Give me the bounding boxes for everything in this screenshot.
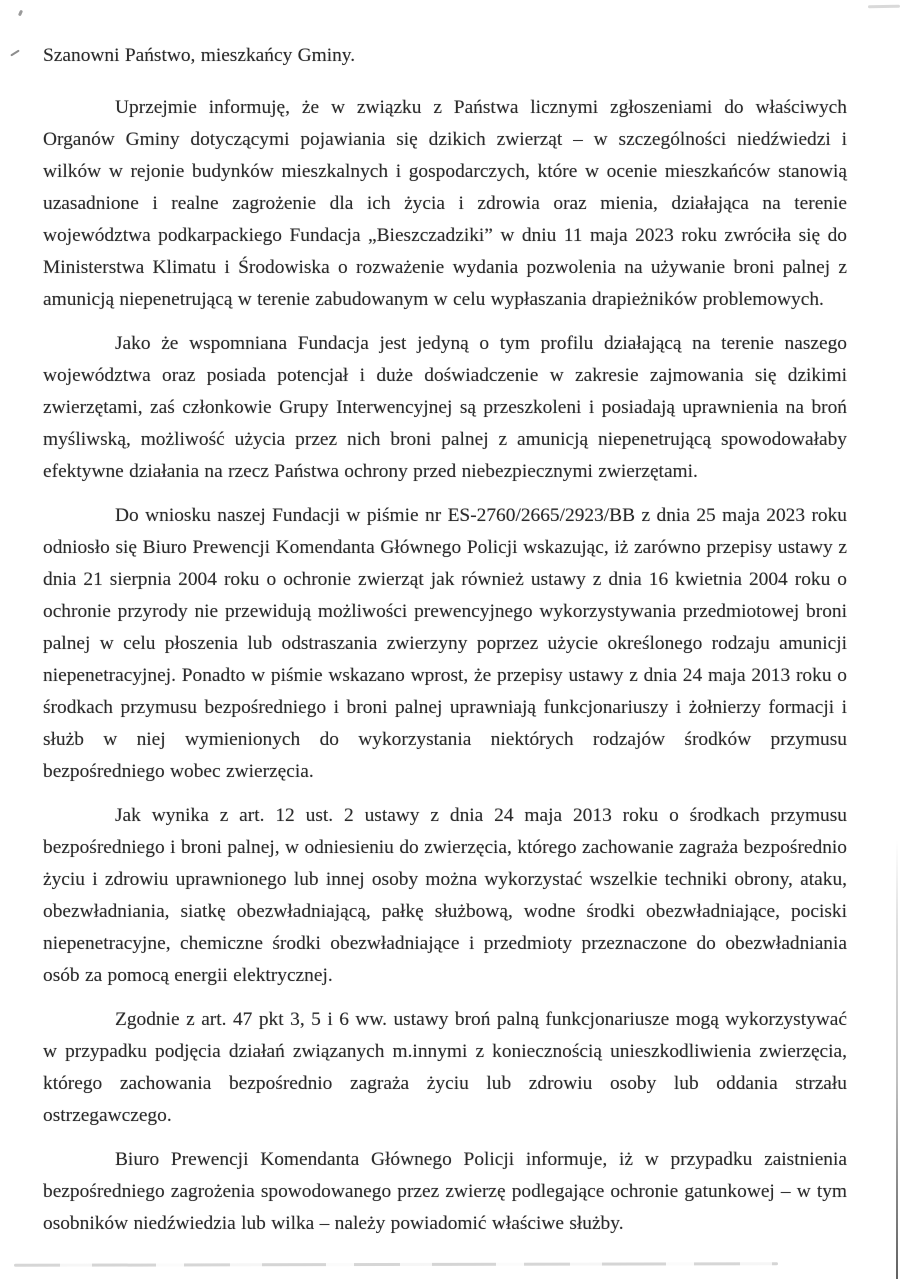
scan-speck-icon: [18, 10, 23, 17]
scan-smudge-icon: [868, 5, 900, 9]
letter-paragraph-2: Jako że wspomniana Fundacja jest jedyną o tym profilu działającą na terenie naszego województwa oraz posiada potencjał i duże doświadczenie w zakresie zajmowania się dzikimi zwierzętami, zaś członkowie Grupy Interwencyjnej są przeszkoleni i posiadają uprawnienia na broń myśliwską, możliwość użycia przez nich broni palnej z amunicją niepenetrującą spowodowałaby efektywne działania na rzecz Państwa ochrony przed niebezpiecznymi zwierzętami.: [43, 333, 847, 482]
letter-paragraph-3: Do wniosku naszej Fundacji w piśmie nr ES-2760/2665/2923/BB z dnia 25 maja 2023 roku odniosło się Biuro Prewencji Komendanta Głównego Policji wskazując, iż zarówno przepisy ustawy z dnia 21 sierpnia 2004 roku o ochronie zwierząt jak również ustawy z dnia 16 kwietnia 2004 roku o ochronie przyrody nie przewidują możliwości prewencyjnego wykorzystywania przedmiotowej broni palnej w celu płoszenia lub odstraszania zwierzyny poprzez użycie określonego rodzaju amunicji niepenetracyjnej. Ponadto w piśmie wskazano wprost, że przepisy ustawy z dnia 24 maja 2013 roku o środkach przymusu bezpośredniego i broni palnej uprawniają funkcjonariuszy i żołnierzy formacji i służb w niej wymienionych do wykorzystania niektórych rodzajów środków przymusu bezpośredniego wobec zwierzęcia.: [43, 505, 847, 782]
scan-speck-icon: [10, 50, 20, 57]
letter-body: [43, 40, 847, 1252]
salutation: Szanowni Państwo, mieszkańcy Gminy.: [43, 45, 356, 66]
letter-paragraph-5: Zgodnie z art. 47 pkt 3, 5 i 6 ww. ustawy broń palną funkcjonariusze mogą wykorzystywać w przypadku podjęcia działań związanych m.innymi z koniecznością unieszkodliwienia zwierzęcia, którego zachowania bezpośrednio zagraża życiu lub zdrowiu osoby lub oddania strzału ostrzegawczego.: [43, 1009, 847, 1126]
scan-edge-line: [896, 840, 898, 1279]
letter-paragraph-4: Jak wynika z art. 12 ust. 2 ustawy z dnia 24 maja 2013 roku o środkach przymusu bezpośredniego i broni palnej, w odniesieniu do zwierzęcia, którego zachowanie zagraża bezpośrednio życiu i zdrowiu uprawnionego lub innej osoby można wykorzystać wszelkie techniki obrony, ataku, obezwładniania, siatkę obezwładniającą, pałkę służbową, wodne środki obezwładniające, pociski niepenetracyjne, chemiczne środki obezwładniające i przedmioty przeznaczone do obezwładniania osób za pomocą energii elektrycznej.: [43, 805, 847, 986]
letter-paragraph-6: Biuro Prewencji Komendanta Głównego Policji informuje, iż w przypadku zaistnienia bezpośredniego zagrożenia spowodowanego przez zwierzę podlegające ochronie gatunkowej – w tym osobników niedźwiedzia lub wilka – należy powiadomić właściwe służby.: [43, 1149, 847, 1234]
letter-paragraph-1: Uprzejmie informuję, że w związku z Państwa licznymi zgłoszeniami do właściwych Organów Gminy dotyczącymi pojawiania się dzikich zwierząt – w szczególności niedźwiedzi i wilków w rejonie budynków mieszkalnych i gospodarczych, które w ocenie mieszkańców stanowią uzasadnione i realne zagrożenie dla ich życia i zdrowia oraz mienia, działająca na terenie województwa podkarpackiego Fundacja „Bieszczadziki” w dniu 11 maja 2023 roku zwróciła się do Ministerstwa Klimatu i Środowiska o rozważenie wydania pozwolenia na używanie broni palnej z amunicją niepenetrującą w terenie zabudowanym w celu wypłaszania drapieżników problemowych.: [43, 97, 847, 310]
scan-bottom-line: [14, 1262, 778, 1267]
